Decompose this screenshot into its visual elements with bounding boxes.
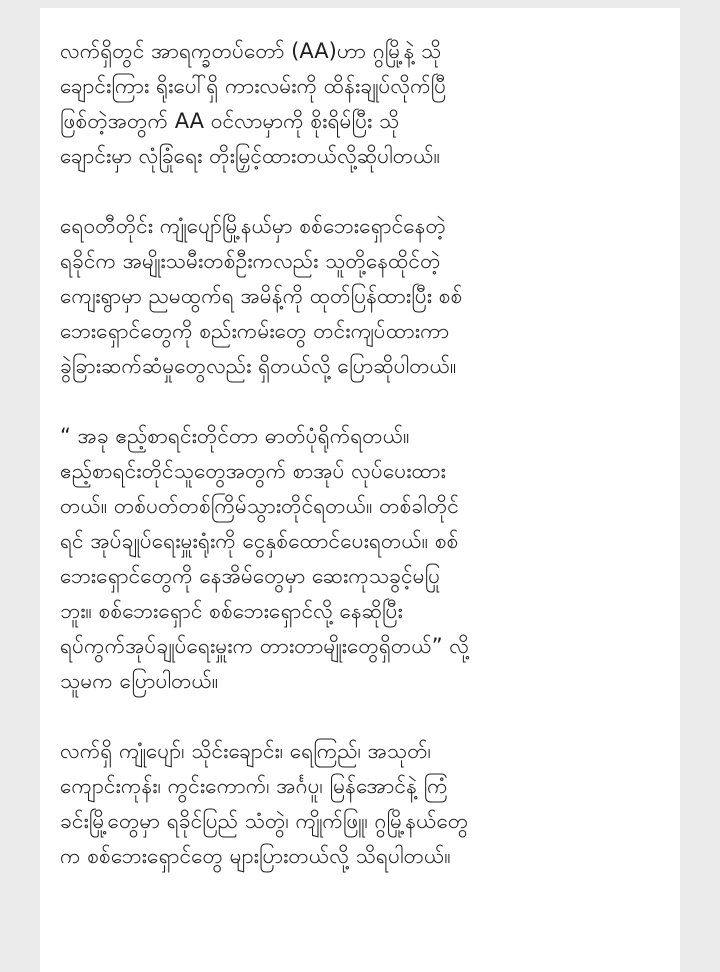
paragraph-line: လက်ရှိ ကျုံပျော်၊ သိုင်းချောင်း၊ ရေကြည်၊ အသုတ်၊ [60, 739, 431, 763]
paragraph-line: ခင်းမြို့တွေမှာ ရခိုင်ပြည် သံတွဲ၊ ကျိုက်ဖြူ၊ ဂွမြို့နယ်တွေ [60, 809, 469, 833]
paragraph-line: ချောင်းမှာ လုံခြုံရေး တိုးမြှင့်ထားတယ်လို့ဆိုပါတယ်။ [60, 144, 440, 168]
paragraph-line: တယ်။ တစ်ပတ်တစ်ကြိမ်သွားတိုင်ရတယ်။ တစ်ခါတိုင် [60, 494, 459, 518]
paragraph-line: သူမက ပြောပါတယ်။ [60, 669, 219, 693]
paragraph-3 [60, 419, 664, 699]
paragraph-line: ရေဝတီတိုင်း ကျုံပျော်မြို့နယ်မှာ စစ်ဘေးရှောင်နေတဲ့ [60, 214, 446, 238]
paragraph-line: ခွဲခြားဆက်ဆံမှုတွေလည်း ရှိတယ်လို့ ပြောဆိုပါတယ်။ [60, 354, 457, 378]
paragraph-line: ဘေးရှောင်တွေကို နေအိမ်တွေမှာ ဆေးကုသခွင့်မပြု [60, 564, 441, 588]
paragraph-line: က စစ်ဘေးရှောင်တွေ များပြားတယ်လို့ သိရပါတယ်။ [60, 844, 451, 868]
paragraph-line: ရခိုင်က အမျိုးသမီးတစ်ဦးကလည်း သူတို့နေထိုင်တဲ့ [60, 249, 441, 273]
paragraph-4 [60, 734, 664, 874]
article-body [60, 34, 664, 909]
document-page [40, 8, 680, 972]
paragraph-line: ရင် အုပ်ချုပ်ရေးမှူးရုံးကို ငွေနှစ်ထောင်ပေးရတယ်။ စစ် [60, 529, 459, 553]
paragraph-line: ဘေးရှောင်တွေကို စည်းကမ်းတွေ တင်းကျပ်ထားကာ [60, 319, 450, 343]
paragraph-1 [60, 34, 664, 174]
paragraph-line: “ အခု ဧည့်စာရင်းတိုင်တာ ဓာတ်ပုံရိုက်ရတယ်။ [60, 424, 410, 448]
paragraph-line: ချောင်းကြား ရိုးပေါ်ရှိ ကားလမ်းကို ထိန်းချုပ်လိုက်ပြီ [60, 74, 447, 98]
paragraph-line: ကျေးရွာမှာ ညမထွက်ရ အမိန့်ကို ထုတ်ပြန်ထားပြီး စစ် [60, 284, 463, 308]
paragraph-line: ရပ်ကွက်အုပ်ချုပ်ရေးမှူးက တားတာမျိုးတွေရှိတယ်” လို့ [60, 634, 469, 658]
paragraph-line: ဧည့်စာရင်းတိုင်သူတွေအတွက် စာအုပ် လုပ်ပေးထား [60, 459, 446, 483]
paragraph-line: ကျောင်းကုန်း၊ ကွင်းကောက်၊ အင်္ဂပူ၊ မြန်အောင်နဲ့ ကြံ [60, 774, 448, 798]
paragraph-line: လက်ရှိတွင် အာရက္ခတပ်တော် (AA)ဟာ ဂွမြို့နဲ့ သို [60, 39, 442, 63]
paragraph-2 [60, 209, 664, 384]
paragraph-line: ဘူး။ စစ်ဘေးရှောင် စစ်ဘေးရှောင်လို့ နေဆိုပြီး [60, 599, 403, 623]
paragraph-line: ဖြစ်တဲ့အတွက် AA ဝင်လာမှာကို စိုးရိမ်ပြီး သို [60, 109, 400, 133]
